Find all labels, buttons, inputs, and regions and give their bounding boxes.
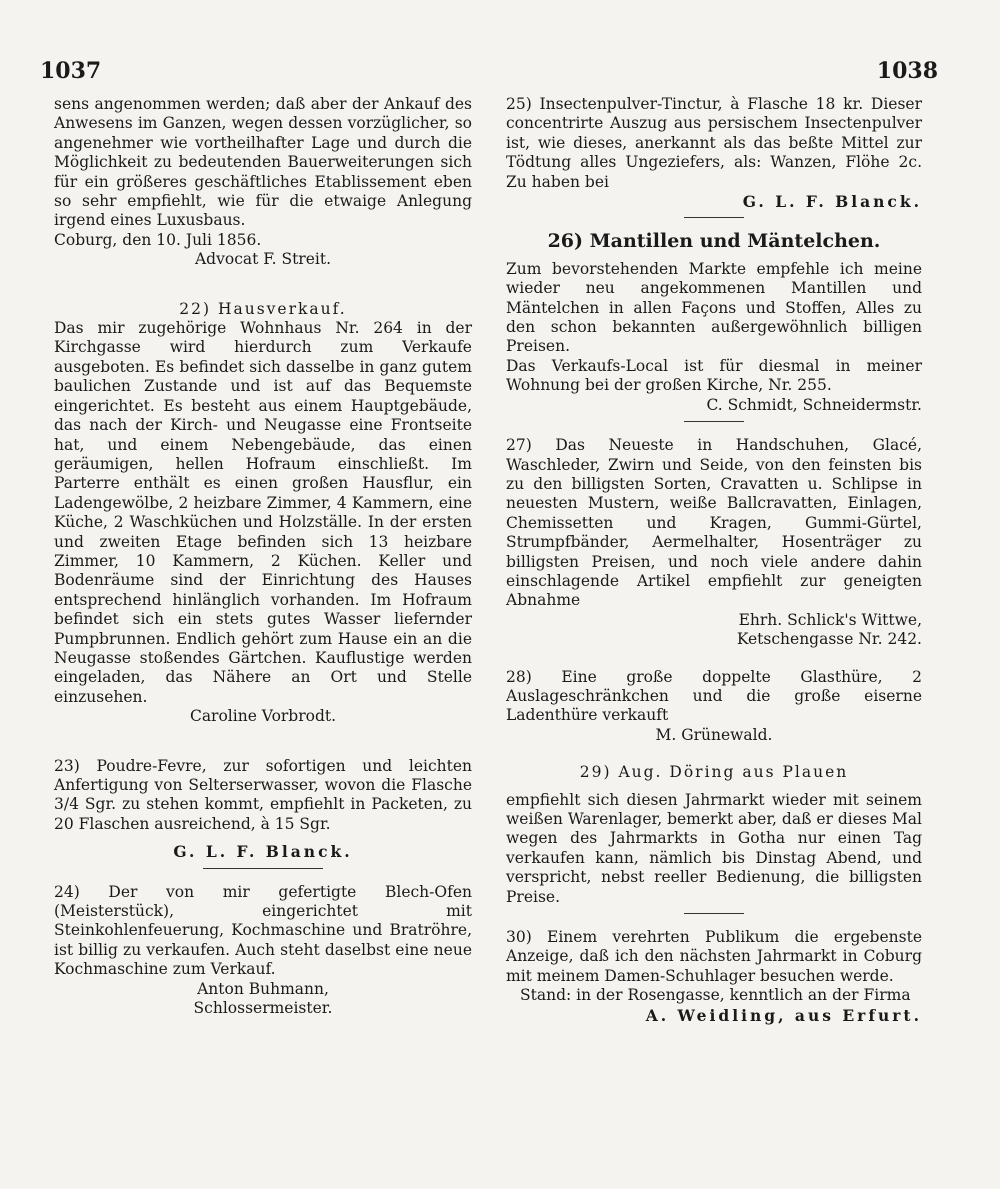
ad-25-signature: G. L. F. Blanck. <box>742 192 922 212</box>
ad-22-signature: Caroline Vorbrodt. <box>189 707 337 726</box>
ad-27-signature-name: Ehrh. Schlick's Wittwe, <box>738 610 922 629</box>
right-column <box>506 95 922 1025</box>
ad-30-stand: Stand: in der Rosengasse, kenntlich an der Firma <box>520 986 911 1005</box>
page-number-left: 1037 <box>40 58 102 84</box>
divider <box>684 421 744 422</box>
ad-30-signature: A. Weidling, aus Erfurt. <box>645 1005 922 1025</box>
ad-21-signature: Advocat F. Streit. <box>194 250 332 269</box>
ad-26-text: Zum bevorstehenden Markte empfehle ich meine wieder neu angekommenen Mantillen und Mäntelchen in allen Façons und Stoffen, Alles zu den schon bekannten außergewöhnlich billigen Preisen. <box>506 259 922 356</box>
ad-23-signature: G. L. F. Blanck. <box>173 842 353 862</box>
ad-25-text: 25) Insectenpulver-Tinctur, à Flasche 18 kr. Dieser concentrirte Auszug aus persischem Insectenpulver ist, wie dieses, anerkannt als das beßte Mittel zur Tödtung alles Ungeziefers, als: Wanzen, Flöhe 2c. Zu haben bei <box>506 95 922 191</box>
left-column <box>54 95 472 1018</box>
ad-21-text: sens angenommen werden; daß aber der Ankauf des Anwesens im Ganzen, wegen dessen vorzüglicher, so angenehmer wie vortheilhafter Lage und durch die Möglichkeit zu bedeutenden Bauerweiterungen sich für ein größeres geschäftliches Etablissement eben so sehr empfiehlt, wie für die etwaige Anlegung irgend eines Luxusbaus. <box>54 95 472 230</box>
ad-24-signature-title: Schlossermeister. <box>193 999 333 1018</box>
page-number-right: 1038 <box>876 58 938 84</box>
ad-22-text: Das mir zugehörige Wohnhaus Nr. 264 in der Kirchgasse wird hierdurch zum Verkaufe ausgeboten. Es befindet sich dasselbe in ganz gutem baulichen Zustande und ist auf das Bequemste eingerichtet. Es besteht aus einem Hauptgebäude, das nach der Kirch- und Neugasse eine Frontseite hat, und einem Nebengebäude, das einen geräumigen, hellen Hofraum einschließt. Im Parterre enthält es einen großen Hausflur, ein Ladengewölbe, 2 heizbare Zimmer, 4 Kammern, eine Küche, 2 Waschküchen und Holzställe. In der ersten und zweiten Etage befinden sich 13 heizbare Zimmer, 10 Kammern, 2 Küchen. Keller und Bodenräume sind der Einrichtung des Hauses entsprechend hinlänglich vorhanden. Im Hofraum befindet sich ein stets gutes Wasser liefernder Pumpbrunnen. Endlich gehört zum Hause ein an die Neugasse stoßendes Gärtchen. Kauflustige werden eingeladen, das Nähere an Ort und Stelle einzusehen. <box>54 319 472 706</box>
ad-24-signature-name: Anton Buhmann, <box>197 979 329 998</box>
ad-24-text: 24) Der von mir gefertigte Blech-Ofen (Meisterstück), eingerichtet mit Steinkohlenfeuerung, Kochmaschine und Bratröhre, ist billig zu verkaufen. Auch steht daselbst eine neue Kochmaschine zum Verkauf. <box>54 882 472 979</box>
ad-28-text: 28) Eine große doppelte Glasthüre, 2 Auslageschränkchen und die große eiserne Ladenthüre verkauft <box>506 667 922 725</box>
ad-22-heading: 22) Hausverkauf. <box>179 299 347 318</box>
ad-29-text: empfiehlt sich diesen Jahrmarkt wieder mit seinem weißen Warenlager, bemerkt aber, daß er dieses Mal wegen des Jahrmarkts in Gotha nur einen Tag verkaufen kann, nämlich bis Dinstag Abend, und verspricht, nebst reeller Bedienung, die billigsten Preise. <box>506 790 922 906</box>
ad-28-signature: M. Grünewald. <box>655 725 773 744</box>
divider <box>203 868 323 869</box>
ad-26-location: Das Verkaufs-Local ist für diesmal in meiner Wohnung bei der großen Kirche, Nr. 255. <box>506 356 922 395</box>
ad-23-text: 23) Poudre-Fevre, zur sofortigen und leichten Anfertigung von Selterserwasser, wovon die Flasche 3/4 Sgr. zu stehen kommt, empfiehlt in Packeten, zu 20 Flaschen ausreichend, à 15 Sgr. <box>54 756 472 833</box>
ad-30-text: 30) Einem verehrten Publikum die ergebenste Anzeige, daß ich den nächsten Jahrmarkt in Coburg mit meinem Damen-Schuhlager besuchen werde. <box>506 928 922 985</box>
ad-29-heading: 29) Aug. Döring aus Plauen <box>579 763 849 782</box>
ad-27-text: 27) Das Neueste in Handschuhen, Glacé, Waschleder, Zwirn und Seide, von den feinsten bis zu den billigsten Sorten, Cravatten u. Schlipse in neuesten Mustern, weiße Ballcravatten, Einlagen, Chemissetten und Kragen, Gummi-Gürtel, Strumpfbänder, Aermelhalter, Hosenträger zu billigsten Preisen, und noch viele andere dahin einschlagende Artikel empfiehlt zur geneigten Abnahme <box>506 436 922 610</box>
ad-21-place-date: Coburg, den 10. Juli 1856. <box>54 230 262 249</box>
ad-26-signature: C. Schmidt, Schneidermstr. <box>706 395 922 414</box>
divider <box>684 913 744 914</box>
ad-27-signature-address: Ketschengasse Nr. 242. <box>736 630 922 649</box>
ad-26-heading: 26) Mantillen und Mäntelchen. <box>547 230 881 253</box>
divider <box>684 217 744 218</box>
